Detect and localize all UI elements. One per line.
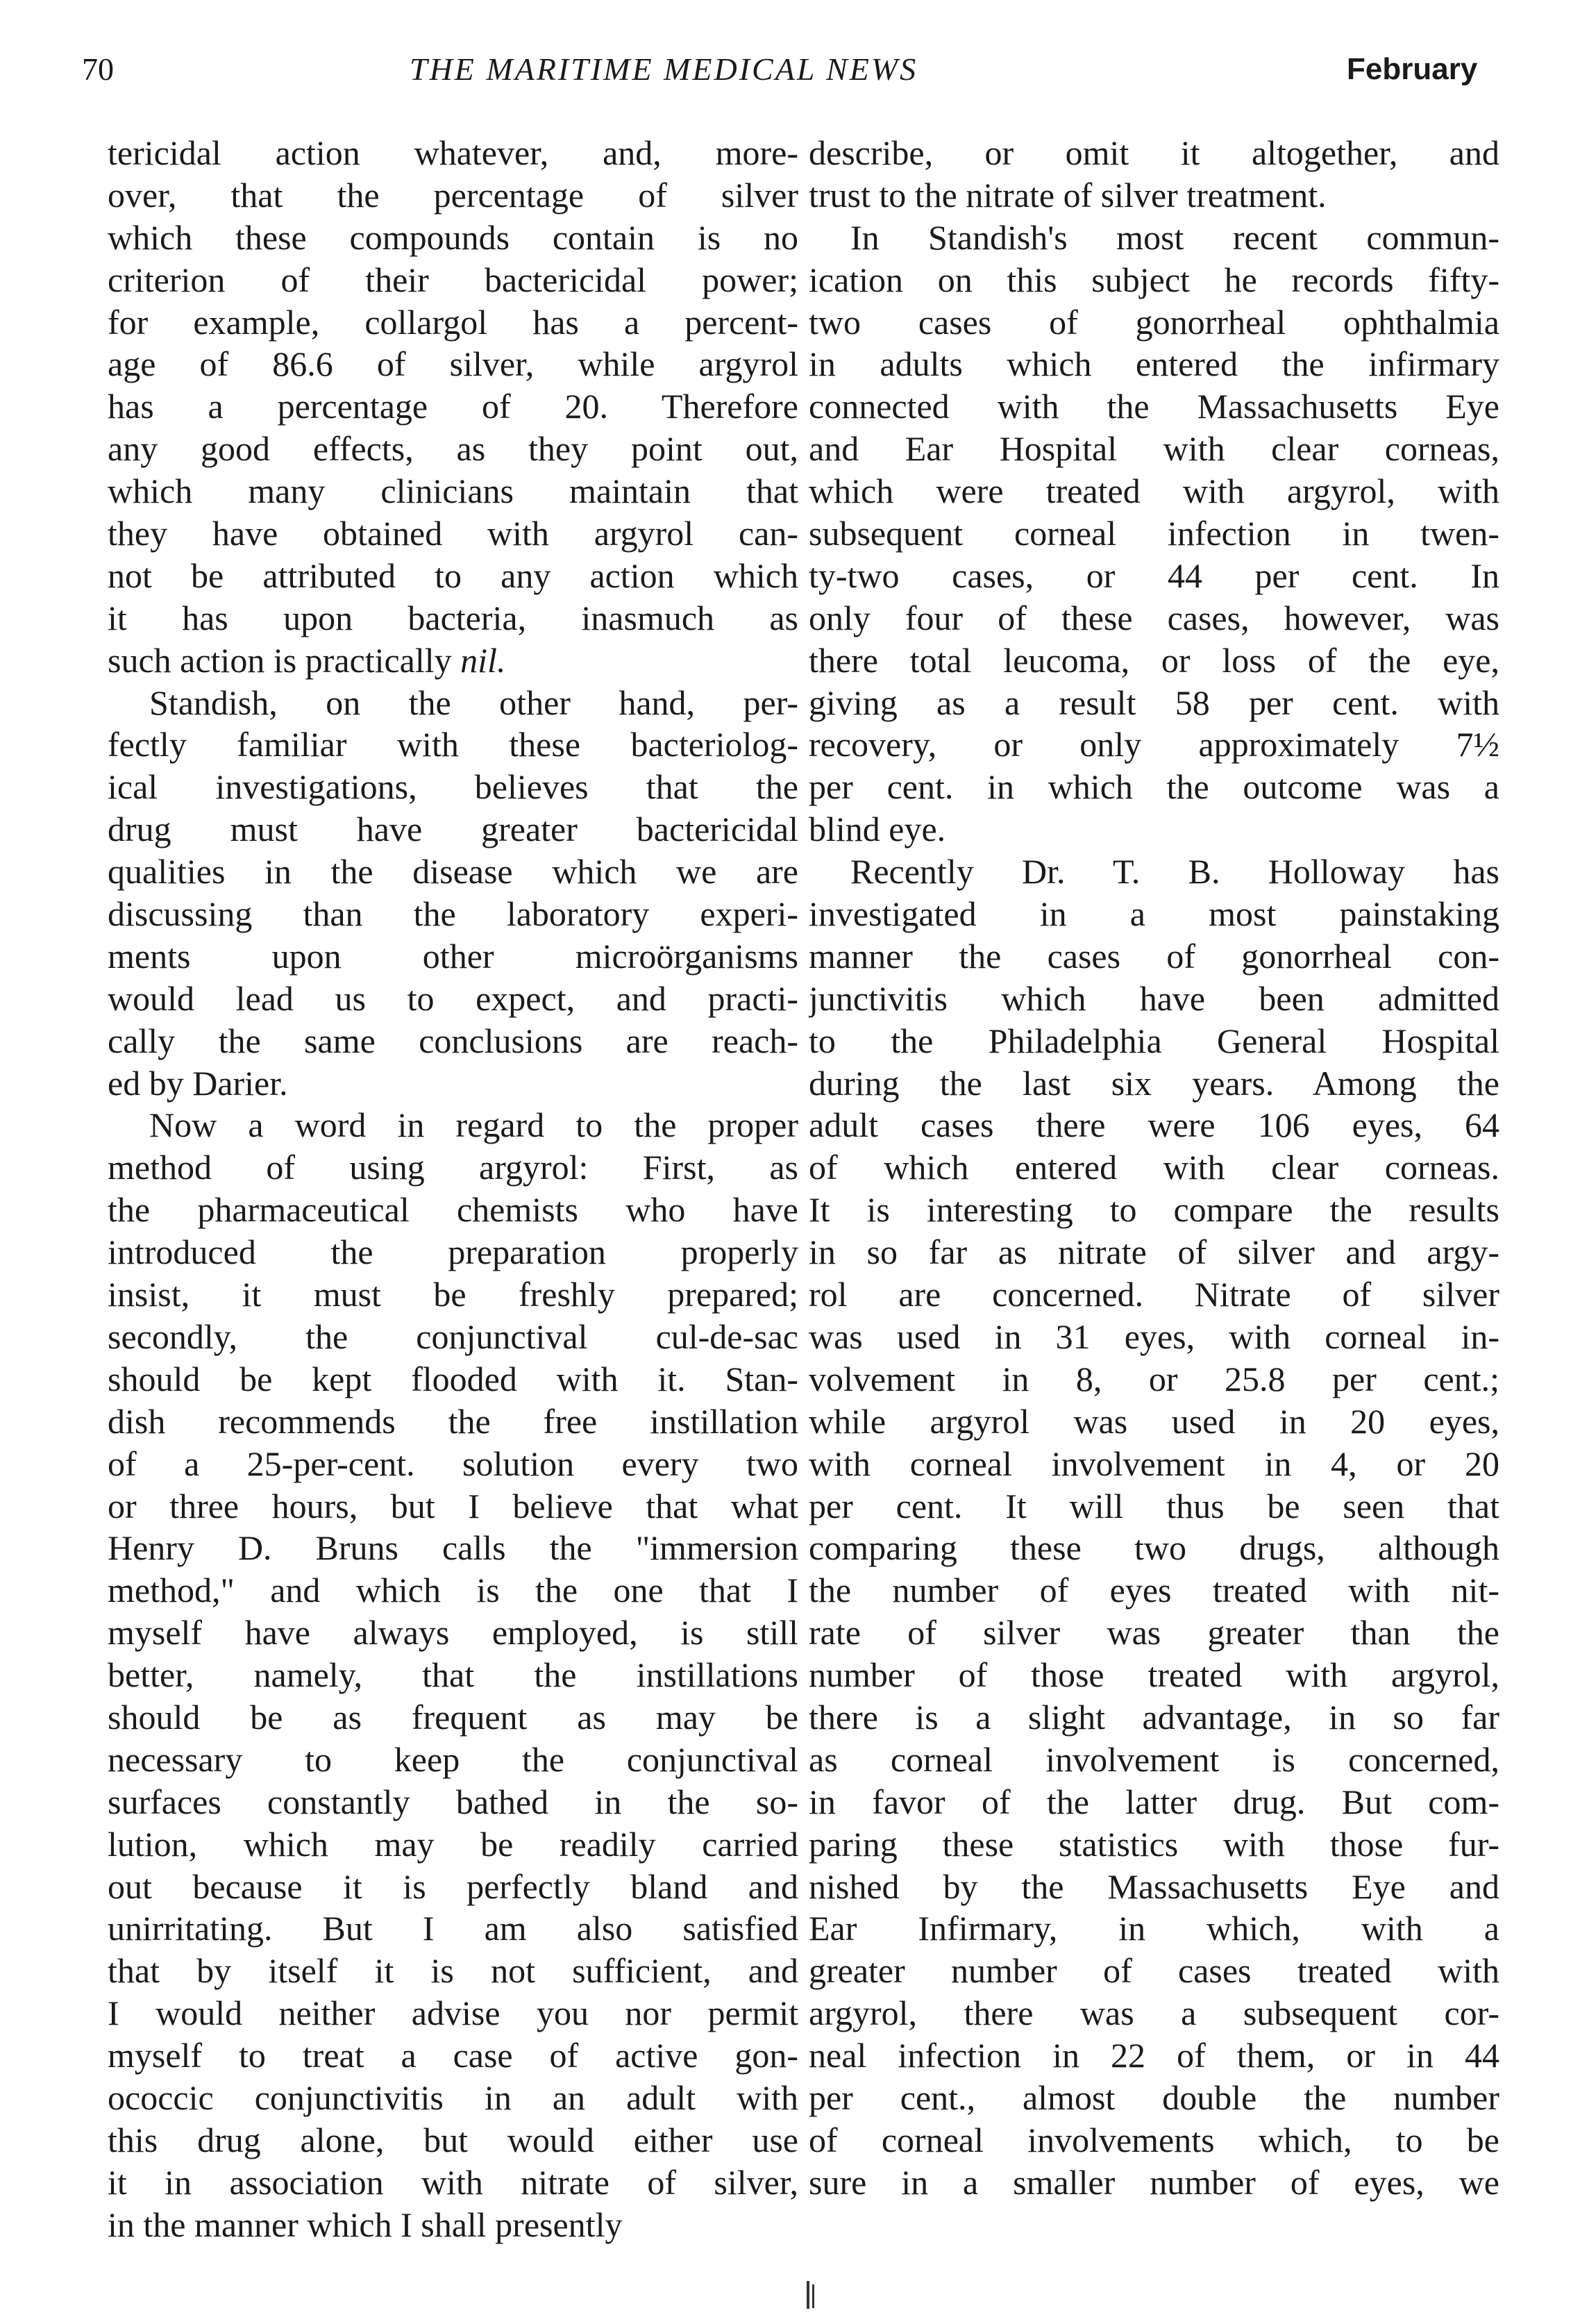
text-line: ty-two cases, or 44 per cent. In: [809, 555, 1499, 595]
text-line: or three hours, but I believe that what: [108, 1486, 798, 1525]
text-line: surfaces constantly bathed in the so-: [108, 1782, 798, 1821]
text-line: the pharmaceutical chemists who have: [108, 1190, 798, 1230]
text-line: comparing these two drugs, although: [809, 1528, 1499, 1568]
text-line: such action is practically nil.: [108, 640, 506, 680]
text-line: not be attributed to any action which: [108, 555, 798, 595]
text-line: of which entered with clear corneas.: [809, 1148, 1499, 1187]
right-column: [809, 132, 1499, 2204]
text-line: paring these statistics with those fur-: [809, 1824, 1499, 1864]
text-line: I would neither advise you nor permit: [108, 1993, 798, 2033]
text-line: blind eye.: [809, 810, 946, 849]
text-line: manner the cases of gonorrheal con-: [809, 936, 1499, 976]
text-line: volvement in 8, or 25.8 per cent.;: [809, 1359, 1499, 1398]
text-line: it has upon bacteria, inasmuch as: [108, 598, 798, 637]
text-line: argyrol, there was a subsequent cor-: [809, 1993, 1499, 2033]
text-line: tericidal action whatever, and, more-: [108, 133, 798, 172]
text-line: during the last six years. Among the: [809, 1063, 1499, 1103]
text-line: only four of these cases, however, was: [809, 598, 1499, 637]
text-line: for example, collargol has a percent-: [108, 302, 798, 342]
text-line: insist, it must be freshly prepared;: [108, 1275, 798, 1314]
text-line: method of using argyrol: First, as: [108, 1148, 798, 1187]
text-line: in favor of the latter drug. But com-: [809, 1782, 1499, 1821]
text-line: myself have always employed, is still: [108, 1613, 798, 1653]
text-line: ments upon other microörganisms: [108, 936, 798, 976]
text-line: per cent. in which the outcome was a: [809, 767, 1499, 807]
text-line: has a percentage of 20. Therefore: [108, 387, 798, 426]
text-line: age of 86.6 of silver, while argyrol: [108, 344, 798, 384]
text-line: greater number of cases treated with: [809, 1951, 1499, 1991]
text-line: Ear Infirmary, in which, with a: [809, 1909, 1499, 1948]
text-line: over, that the percentage of silver: [108, 175, 798, 215]
text-line: should be as frequent as may be: [108, 1697, 798, 1737]
text-line: qualities in the disease which we are: [108, 852, 798, 892]
text-line: any good effects, as they point out,: [108, 429, 798, 469]
left-column: [108, 132, 798, 2246]
text-line: should be kept flooded with it. Stan-: [108, 1359, 798, 1398]
text-line: cally the same conclusions are reach-: [108, 1021, 798, 1060]
text-line: with corneal involvement in 4, or 20: [809, 1444, 1499, 1483]
text-line: per cent., almost double the number: [809, 2078, 1499, 2117]
text-line: describe, or omit it altogether, and: [809, 133, 1499, 172]
text-line: as corneal involvement is concerned,: [809, 1739, 1499, 1779]
text-line: rate of silver was greater than the: [809, 1613, 1499, 1653]
text-line: this drug alone, but would either use: [108, 2120, 798, 2159]
text-line: of corneal involvements which, to be: [809, 2120, 1499, 2159]
text-line: sure in a smaller number of eyes, we: [809, 2162, 1499, 2202]
text-line: was used in 31 eyes, with corneal in-: [809, 1316, 1499, 1356]
text-line: per cent. It will thus be seen that: [809, 1486, 1499, 1525]
gutter-mark: [812, 2284, 814, 2308]
text-line: in so far as nitrate of silver and argy-: [809, 1232, 1499, 1272]
text-line: better, namely, that the instillations: [108, 1655, 798, 1695]
text-line: in the manner which I shall presently: [108, 2205, 623, 2244]
text-line: It is interesting to compare the results: [809, 1190, 1499, 1230]
text-line: necessary to keep the conjunctival: [108, 1739, 798, 1779]
text-line: would lead us to expect, and practi-: [108, 978, 798, 1018]
text-line: trust to the nitrate of silver treatment.: [809, 175, 1327, 215]
text-line: which these compounds contain is no: [108, 217, 798, 257]
text-line: to the Philadelphia General Hospital: [809, 1021, 1499, 1060]
text-line: Henry D. Bruns calls the "immersion: [108, 1528, 798, 1568]
text-line: dish recommends the free instillation: [108, 1401, 798, 1441]
text-line: the number of eyes treated with nit-: [809, 1571, 1499, 1610]
text-line: there is a slight advantage, in so far: [809, 1697, 1499, 1737]
page-number: 70: [82, 51, 114, 87]
text-line: they have obtained with argyrol can-: [108, 514, 798, 553]
text-line: ical investigations, believes that the: [108, 767, 798, 807]
text-line: of a 25-per-cent. solution every two: [108, 1444, 798, 1483]
text-line: drug must have greater bactericidal: [108, 810, 798, 849]
text-line: giving as a result 58 per cent. with: [809, 683, 1499, 722]
text-line: that by itself it is not sufficient, and: [108, 1951, 798, 1991]
text-line: introduced the preparation properly: [108, 1232, 798, 1272]
text-line: ication on this subject he records fifty-: [809, 260, 1499, 299]
text-line: two cases of gonorrheal ophthalmia: [809, 302, 1499, 342]
text-line: there total leucoma, or loss of the eye,: [809, 640, 1499, 680]
text-line: recovery, or only approximately 7½: [809, 725, 1499, 764]
text-line: unirritating. But I am also satisfied: [108, 1909, 798, 1948]
text-line: criterion of their bactericidal power;: [108, 260, 798, 299]
text-line: In Standish's most recent commun-: [850, 217, 1499, 257]
text-line: neal infection in 22 of them, or in 44: [809, 2036, 1499, 2075]
text-line: ococcic conjunctivitis in an adult with: [108, 2078, 798, 2117]
text-line: discussing than the laboratory experi-: [108, 894, 798, 934]
text-line: Recently Dr. T. B. Holloway has: [850, 852, 1499, 892]
text-line: secondly, the conjunctival cul-de-sac: [108, 1316, 798, 1356]
text-line: subsequent corneal infection in twen-: [809, 514, 1499, 553]
text-line: while argyrol was used in 20 eyes,: [809, 1401, 1499, 1441]
text-line: nished by the Massachusetts Eye and: [809, 1866, 1499, 1906]
text-line: in adults which entered the infirmary: [809, 344, 1499, 384]
text-line: and Ear Hospital with clear corneas,: [809, 429, 1499, 469]
text-line: it in association with nitrate of silver,: [108, 2162, 798, 2202]
text-line: number of those treated with argyrol,: [809, 1655, 1499, 1695]
text-line: rol are concerned. Nitrate of silver: [809, 1275, 1499, 1314]
text-line: which many clinicians maintain that: [108, 471, 798, 511]
text-line: investigated in a most painstaking: [809, 894, 1499, 934]
running-month: February: [1347, 52, 1478, 86]
text-line: adult cases there were 106 eyes, 64: [809, 1105, 1499, 1145]
text-line: which were treated with argyrol, with: [809, 471, 1499, 511]
running-title: THE MARITIME MEDICAL NEWS: [410, 51, 918, 87]
text-line: lution, which may be readily carried: [108, 1824, 798, 1864]
text-line: connected with the Massachusetts Eye: [809, 387, 1499, 426]
text-line: method," and which is the one that I: [108, 1571, 798, 1610]
text-line: myself to treat a case of active gon-: [108, 2036, 798, 2075]
text-line: Standish, on the other hand, per-: [149, 683, 798, 722]
text-line: ed by Darier.: [108, 1063, 288, 1103]
text-line: out because it is perfectly bland and: [108, 1866, 798, 1906]
text-line: junctivitis which have been admitted: [809, 978, 1499, 1018]
gutter-mark: [807, 2281, 809, 2309]
text-line: Now a word in regard to the proper: [149, 1105, 798, 1145]
text-line: fectly familiar with these bacteriolog-: [108, 725, 798, 764]
emphasis: nil.: [460, 640, 506, 680]
